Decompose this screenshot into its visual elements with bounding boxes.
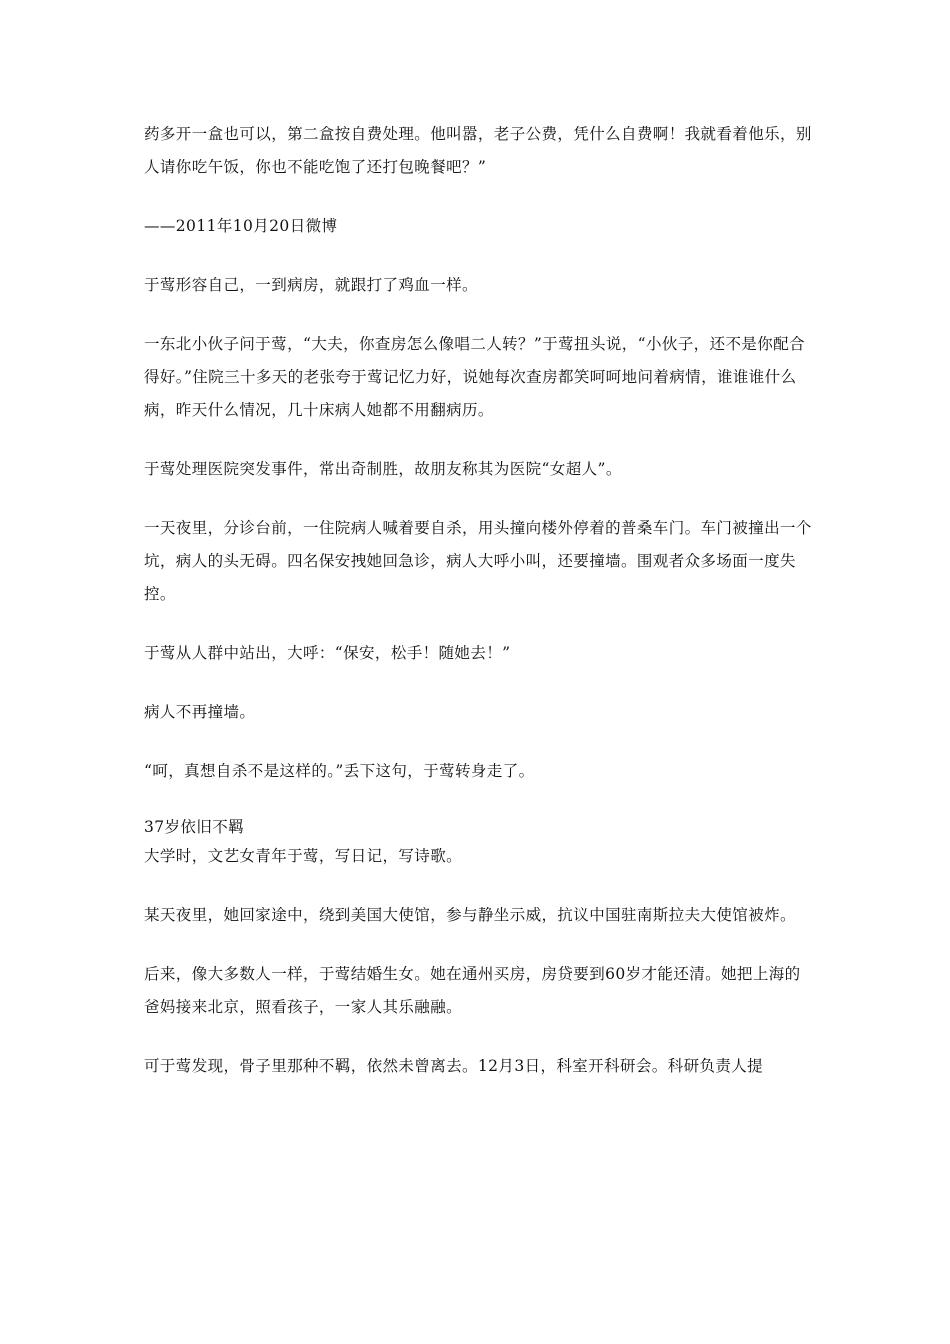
paragraph: 后来，像大多数人一样，于莺结婚生女。她在通州买房，房贷要到60岁才能还清。她把上海的爸妈接来北京，照看孩子，一家人其乐融融。	[144, 965, 801, 1016]
paragraph: 于莺从人群中站出，大呼：“保安，松手！随她去！”	[144, 644, 511, 662]
section-heading: 37岁依旧不羁	[144, 818, 245, 836]
paragraph: 某天夜里，她回家途中，绕到美国大使馆，参与静坐示威，抗议中国驻南斯拉夫大使馆被炸。	[144, 906, 796, 924]
paragraph: 病人不再撞墙。	[144, 703, 256, 721]
weibo-date-line: ——2011年10月20日微博	[144, 217, 338, 235]
paragraph: 可于莺发现，骨子里那种不羁，依然未曾离去。12月3日，科室开科研会。科研负责人提	[144, 1057, 764, 1075]
paragraph: 一天夜里，分诊台前，一住院病人喊着要自杀，用头撞向楼外停着的普桑车门。车门被撞出一个坑，病人的头无碍。四名保安拽她回急诊，病人大呼小叫，还要撞墙。围观者众多场面一度失控。	[144, 519, 812, 603]
paragraph: 药多开一盒也可以，第二盒按自费处理。他叫嚣，老子公费，凭什么自费啊！我就看着他乐，别人请你吃午饭，你也不能吃饱了还打包晚餐吧？”	[144, 125, 812, 176]
paragraph: 于莺形容自己，一到病房，就跟打了鸡血一样。	[144, 276, 478, 294]
document-body	[144, 118, 814, 1109]
paragraph: “呵，真想自杀不是这样的。”丢下这句，于莺转身走了。	[144, 762, 535, 780]
paragraph: 大学时，文艺女青年于莺，写日记，写诗歌。	[144, 847, 463, 865]
paragraph: 于莺处理医院突发事件，常出奇制胜，故朋友称其为医院“女超人”。	[144, 460, 622, 478]
paragraph: 一东北小伙子问于莺，“大夫，你查房怎么像唱二人转？”于莺扭头说，“小伙子，还不是你配合得好。”住院三十多天的老张夸于莺记忆力好，说她每次查房都笑呵呵地问着病情，谁谁谁什么病，昨天什么情况，几十床病人她都不用翻病历。	[144, 335, 805, 419]
